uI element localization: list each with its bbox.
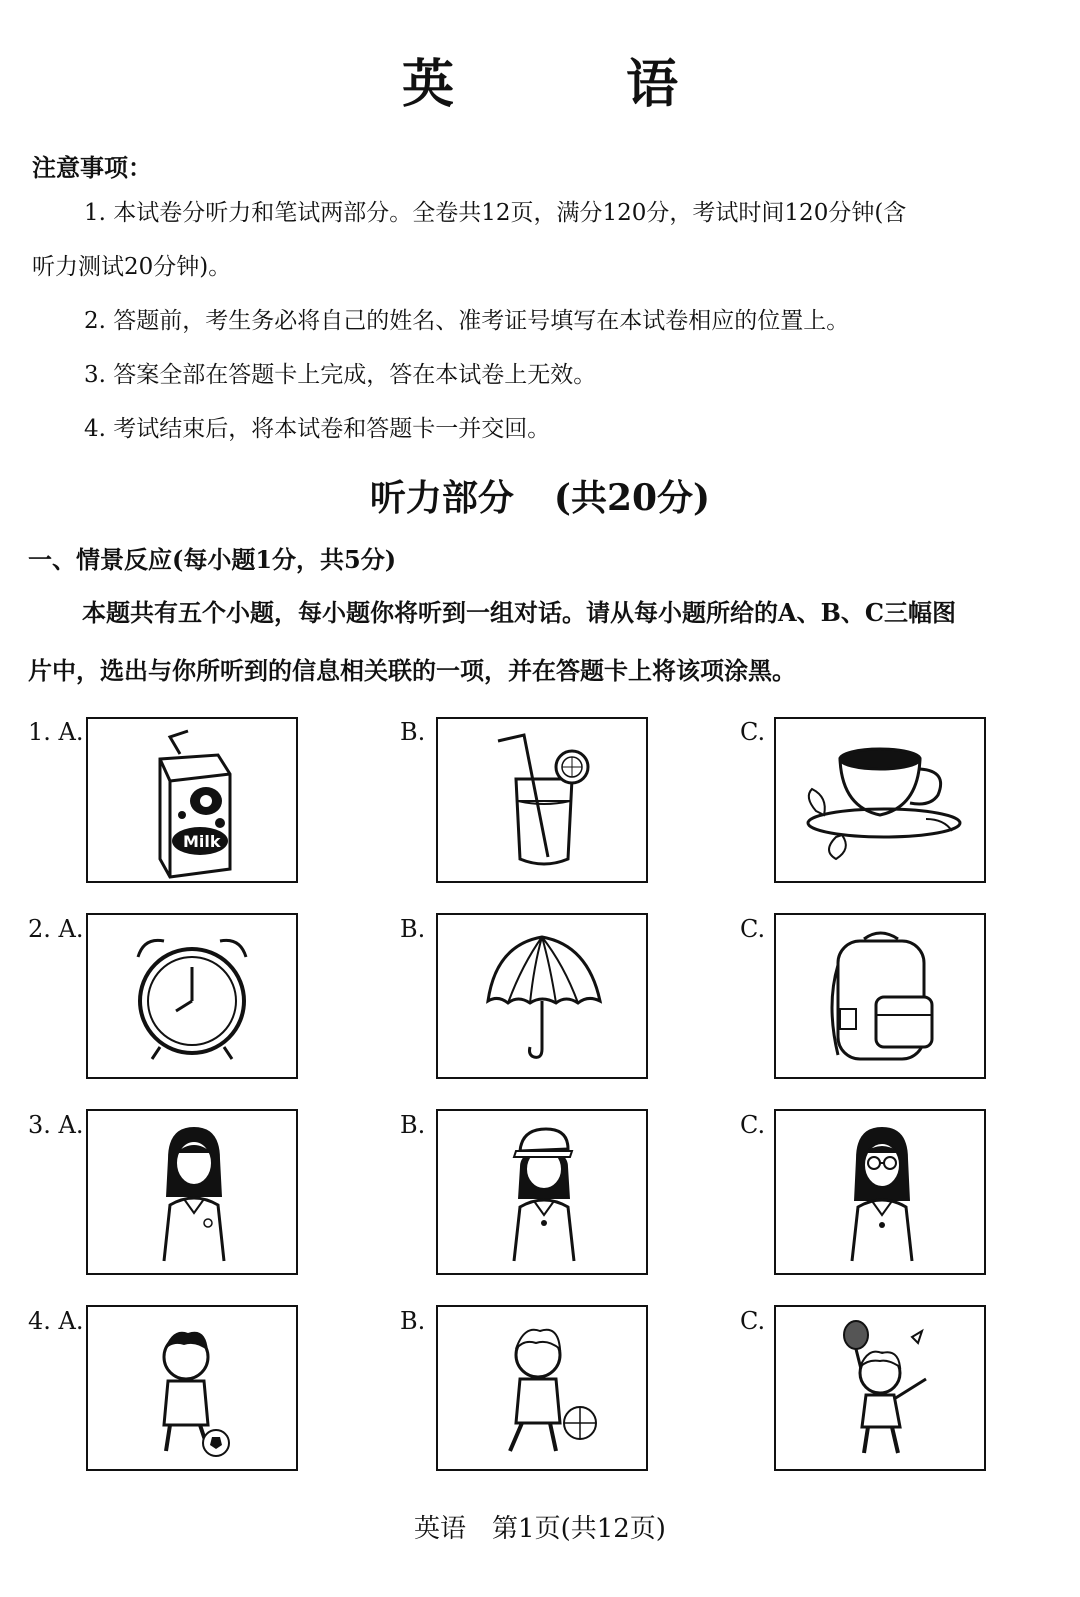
q3-label-b: B. <box>400 1111 426 1139</box>
notice-item-3: 3. 答案全部在答题卡上完成，答在本试卷上无效。 <box>84 362 597 388</box>
notice-item-2: 2. 答题前，考生务必将自己的姓名、准考证号填写在本试卷相应的位置上。 <box>84 308 850 334</box>
q3-option-b-box <box>436 1109 648 1275</box>
boy-football-icon <box>88 1307 296 1469</box>
umbrella-icon <box>438 915 646 1077</box>
q3-option-a-box <box>86 1109 298 1275</box>
page-title: 英 语 <box>401 54 738 115</box>
notice-heading: 注意事项： <box>32 153 152 182</box>
page-footer: 英语 第1页(共12页) <box>414 1514 666 1544</box>
q4-option-c-box <box>774 1305 986 1471</box>
q2-option-c-box <box>774 913 986 1079</box>
backpack-icon <box>776 915 984 1077</box>
q1-option-b-box <box>436 717 648 883</box>
q3-label-c: C. <box>740 1111 766 1139</box>
q2-label-a: 2. A. <box>28 915 84 943</box>
q1-option-c-box <box>774 717 986 883</box>
q1-label-c: C. <box>740 718 766 746</box>
q2-option-b-box <box>436 913 648 1079</box>
q1-label-a: 1. A. <box>28 718 84 746</box>
girl-with-cap-icon <box>438 1111 646 1273</box>
section-title <box>0 470 1080 521</box>
alarm-clock-icon <box>88 915 296 1077</box>
tea-cup-icon <box>776 719 984 881</box>
milk-label: Milk <box>183 832 221 851</box>
q3-option-c-box <box>774 1109 986 1275</box>
q4-option-b-box <box>436 1305 648 1471</box>
q1-label-b: B. <box>400 718 426 746</box>
part1-instructions-line1: 本题共有五个小题，每小题你将听到一组对话。请从每小题所给的A、B、C三幅图 <box>82 598 957 627</box>
notice-item-1: 1. 本试卷分听力和笔试两部分。全卷共12页，满分120分，考试时间120分钟(含 <box>84 200 907 226</box>
juice-glass-icon <box>438 719 646 881</box>
q4-option-a-box <box>86 1305 298 1471</box>
notice-item-4: 4. 考试结束后，将本试卷和答题卡一并交回。 <box>84 416 551 442</box>
notice-item-1-cont: 听力测试20分钟)。 <box>32 254 232 280</box>
q2-label-c: C. <box>740 915 766 943</box>
girl-with-glasses-icon <box>776 1111 984 1273</box>
part1-heading: 一、情景反应(每小题1分，共5分) <box>28 545 397 574</box>
q4-label-a: 4. A. <box>28 1307 84 1335</box>
section-score: (共20分) <box>553 477 711 519</box>
boy-badminton-icon <box>776 1307 984 1469</box>
section-name: 听力部分 <box>369 477 514 519</box>
part1-instructions-line2: 片中，选出与你所听到的信息相关联的一项，并在答题卡上将该项涂黑。 <box>28 656 796 685</box>
q4-label-b: B. <box>400 1307 426 1335</box>
boy-basketball-icon <box>438 1307 646 1469</box>
q2-option-a-box <box>86 913 298 1079</box>
q1-option-a-box <box>86 717 298 883</box>
girl-long-hair-icon <box>88 1111 296 1273</box>
milk-carton-icon <box>88 719 296 881</box>
q3-label-a: 3. A. <box>28 1111 84 1139</box>
q2-label-b: B. <box>400 915 426 943</box>
q4-label-c: C. <box>740 1307 766 1335</box>
